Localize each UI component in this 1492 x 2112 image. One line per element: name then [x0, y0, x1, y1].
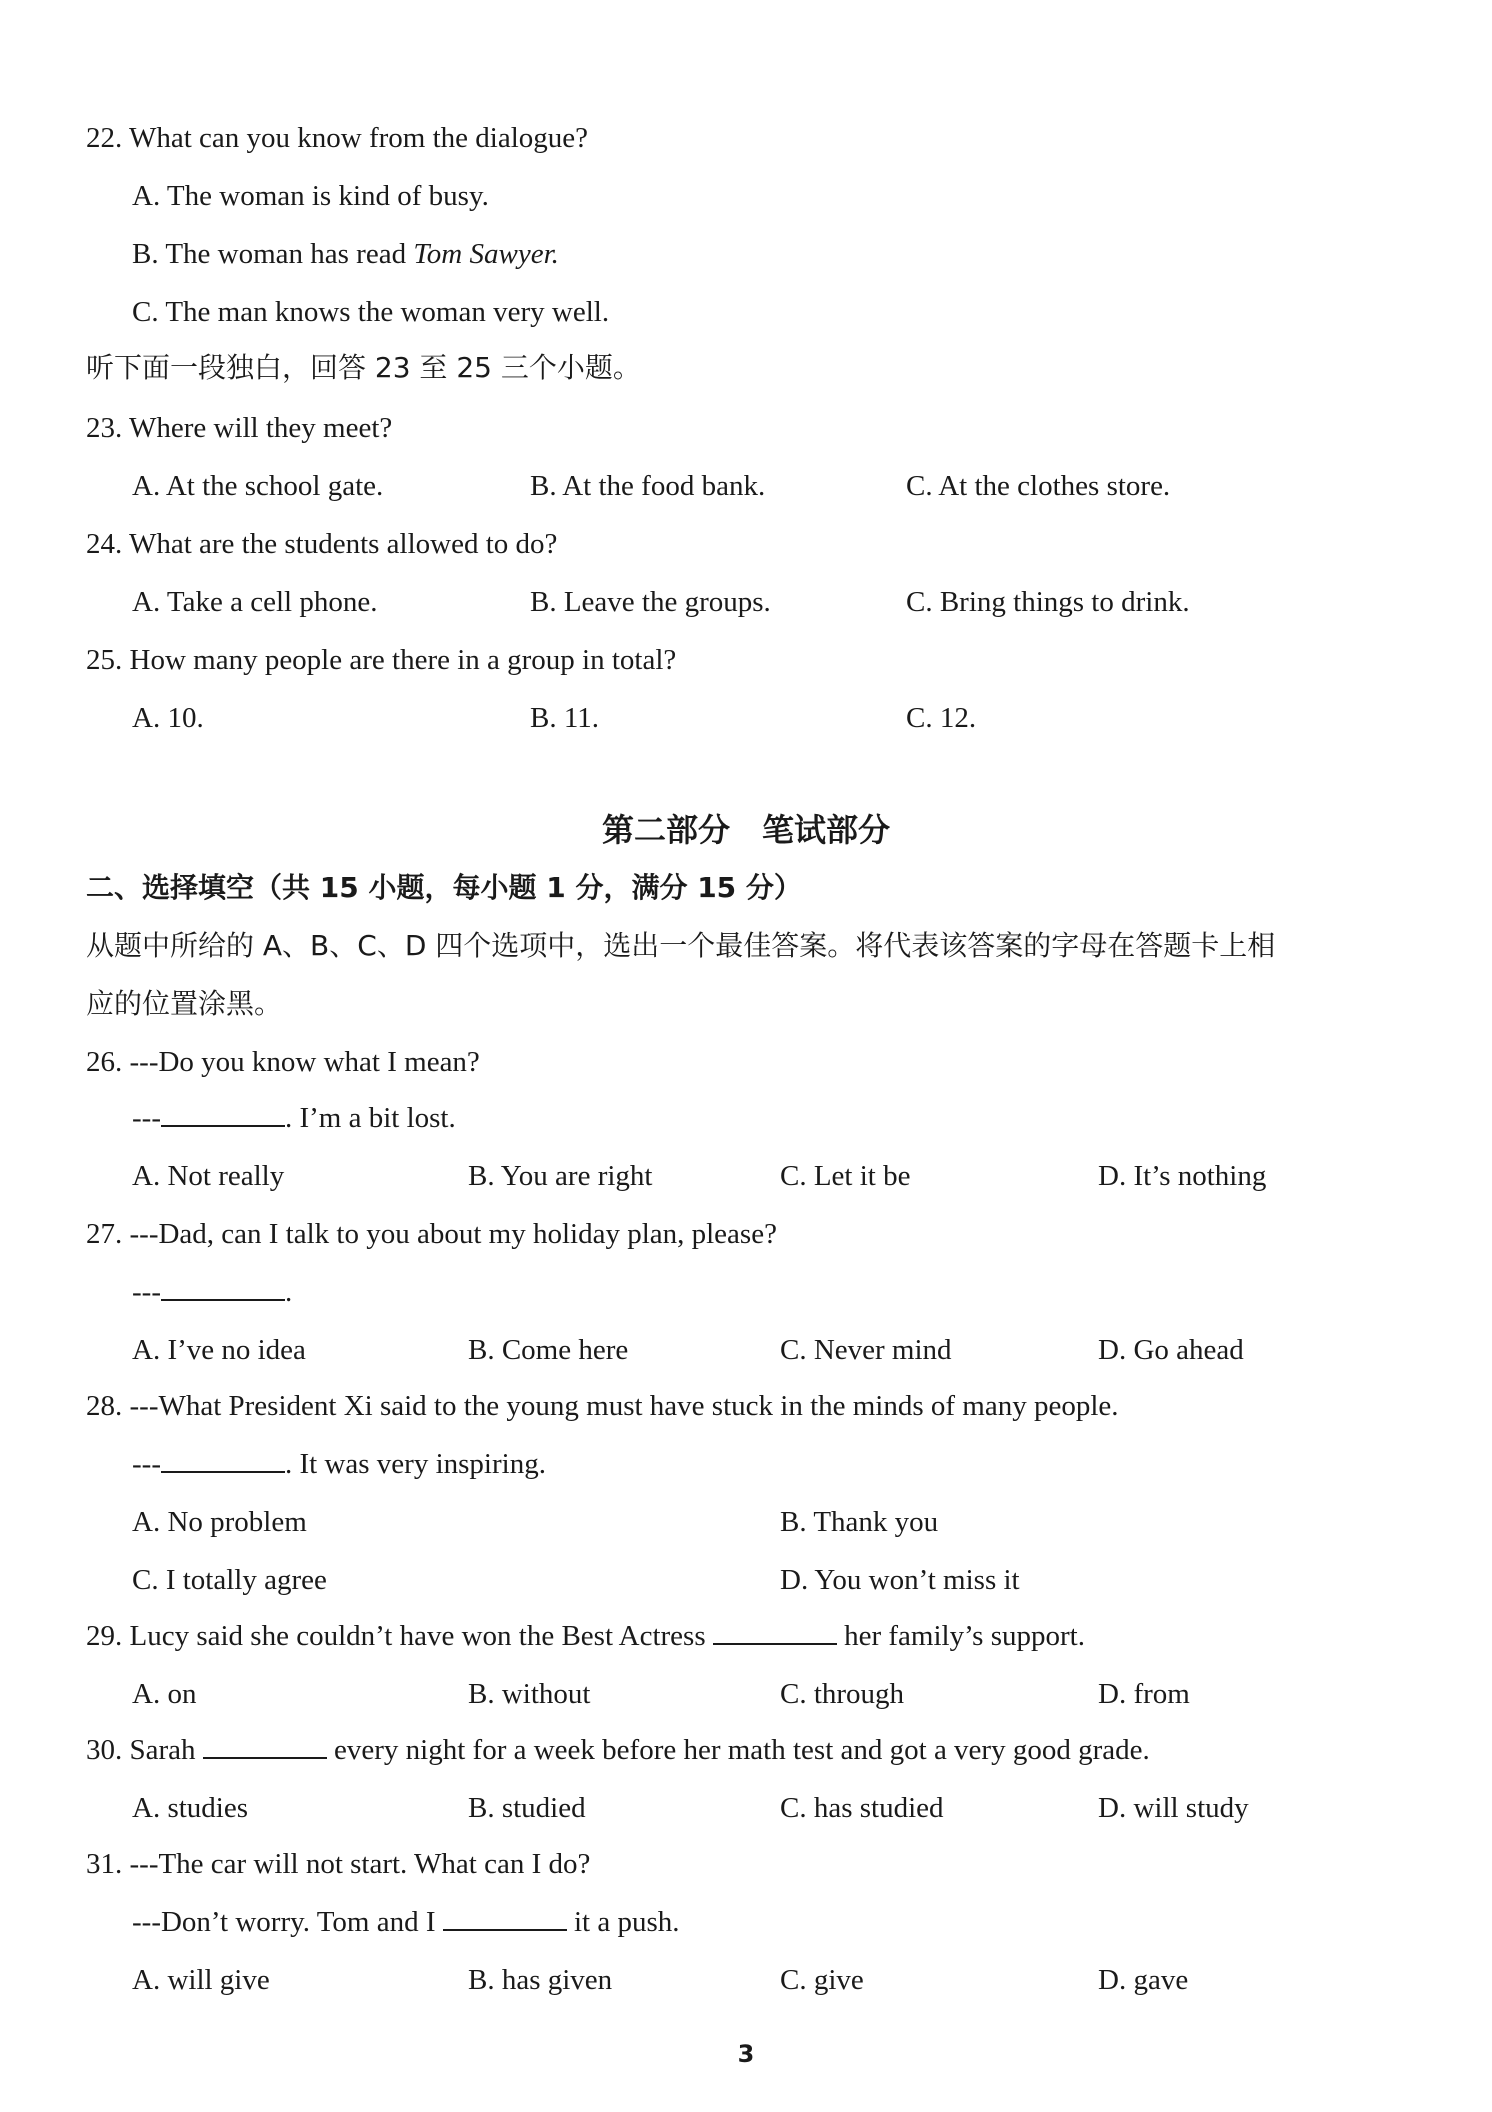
instruction-line-1: 从题中所给的 A、B、C、D 四个选项中，选出一个最佳答案。将代表该答案的字母在答题卡上相: [86, 929, 1276, 962]
question-24-option-b: B. Leave the groups.: [530, 586, 771, 618]
reply-prefix: ---: [132, 1276, 161, 1308]
question-31-option-b: B. has given: [468, 1964, 613, 1996]
question-22-stem: 22. What can you know from the dialogue?: [86, 122, 588, 154]
question-31-option-c: C. give: [780, 1964, 864, 1996]
question-30-option-b: B. studied: [468, 1792, 586, 1824]
answer-blank: [161, 1273, 285, 1301]
question-23-stem: 23. Where will they meet?: [86, 412, 393, 444]
option-b-text: B. The woman has read: [132, 238, 414, 270]
question-27-option-a: A. I’ve no idea: [132, 1334, 306, 1366]
answer-blank: [161, 1099, 285, 1127]
question-25-option-b: B. 11.: [530, 702, 600, 734]
question-24-stem: 24. What are the students allowed to do?: [86, 528, 558, 560]
question-26-option-b: B. You are right: [468, 1160, 653, 1192]
reply-suffix: .: [284, 1276, 293, 1308]
question-26-stem: 26. ---Do you know what I mean?: [86, 1046, 480, 1078]
question-31-stem: 31. ---The car will not start. What can I do?: [86, 1848, 591, 1880]
question-31-option-a: A. will give: [132, 1964, 270, 1996]
question-26-option-a: A. Not really: [132, 1160, 285, 1192]
question-30-stem: [86, 1730, 1150, 1770]
question-25-option-a: A. 10.: [132, 702, 204, 734]
question-22-option-c: C. The man knows the woman very well.: [132, 296, 610, 328]
reply-prefix: ---: [132, 1102, 161, 1134]
question-24-option-a: A. Take a cell phone.: [132, 586, 378, 618]
question-31-option-d: D. gave: [1098, 1964, 1189, 1996]
question-25-stem: 25. How many people are there in a group in total?: [86, 644, 677, 676]
part-two-title: 第二部分 笔试部分: [601, 811, 890, 849]
answer-blank: [713, 1617, 837, 1645]
question-30-option-c: C. has studied: [780, 1792, 944, 1824]
page-number: 3: [737, 2040, 755, 2068]
reply-suffix: it a push.: [573, 1906, 680, 1938]
question-27-reply: [132, 1272, 292, 1312]
answer-blank: [443, 1903, 567, 1931]
question-24-option-c: C. Bring things to drink.: [906, 586, 1190, 618]
question-28-stem: 28. ---What President Xi said to the young must have stuck in the minds of many people.: [86, 1390, 1119, 1422]
stem-prefix: 30. Sarah: [86, 1734, 196, 1766]
monologue-instruction: 听下面一段独白，回答 23 至 25 三个小题。: [86, 351, 641, 384]
question-23-option-c: C. At the clothes store.: [906, 470, 1171, 502]
question-26-reply: [132, 1098, 456, 1138]
question-29-stem: [86, 1616, 1085, 1656]
stem-suffix: every night for a week before her math test and got a very good grade.: [334, 1734, 1150, 1766]
question-22-option-a: A. The woman is kind of busy.: [132, 180, 489, 212]
question-23-option-a: A. At the school gate.: [132, 470, 384, 502]
question-25-option-c: C. 12.: [906, 702, 977, 734]
question-27-option-d: D. Go ahead: [1098, 1334, 1244, 1366]
book-title: Tom Sawyer.: [413, 238, 559, 270]
stem-prefix: 29. Lucy said she couldn’t have won the Best Actress: [86, 1620, 706, 1652]
reply-suffix: . I’m a bit lost.: [284, 1102, 456, 1134]
question-27-option-c: C. Never mind: [780, 1334, 952, 1366]
question-23-option-b: B. At the food bank.: [530, 470, 766, 502]
question-30-option-a: A. studies: [132, 1792, 248, 1824]
question-28-option-b: B. Thank you: [780, 1506, 939, 1538]
section-heading: 二、选择填空（共 15 小题，每小题 1 分，满分 15 分）: [86, 871, 802, 904]
answer-blank: [161, 1445, 285, 1473]
instruction-line-2: 应的位置涂黑。: [86, 987, 283, 1020]
question-29-option-c: C. through: [780, 1678, 905, 1710]
question-22-option-b: [132, 234, 559, 274]
stem-suffix: her family’s support.: [844, 1620, 1085, 1652]
question-31-reply: [132, 1902, 680, 1942]
reply-suffix: . It was very inspiring.: [284, 1448, 546, 1480]
reply-prefix: ---: [132, 1448, 161, 1480]
question-28-option-c: C. I totally agree: [132, 1564, 327, 1596]
question-29-option-a: A. on: [132, 1678, 197, 1710]
question-27-stem: 27. ---Dad, can I talk to you about my holiday plan, please?: [86, 1218, 777, 1250]
answer-blank: [203, 1731, 327, 1759]
question-28-option-d: D. You won’t miss it: [780, 1564, 1020, 1596]
question-30-option-d: D. will study: [1098, 1792, 1249, 1824]
question-29-option-d: D. from: [1098, 1678, 1190, 1710]
question-28-reply: [132, 1444, 546, 1484]
question-26-option-d: D. It’s nothing: [1098, 1160, 1267, 1192]
reply-prefix: ---Don’t worry. Tom and I: [132, 1906, 436, 1938]
question-27-option-b: B. Come here: [468, 1334, 629, 1366]
question-26-option-c: C. Let it be: [780, 1160, 911, 1192]
question-29-option-b: B. without: [468, 1678, 591, 1710]
question-28-option-a: A. No problem: [132, 1506, 307, 1538]
